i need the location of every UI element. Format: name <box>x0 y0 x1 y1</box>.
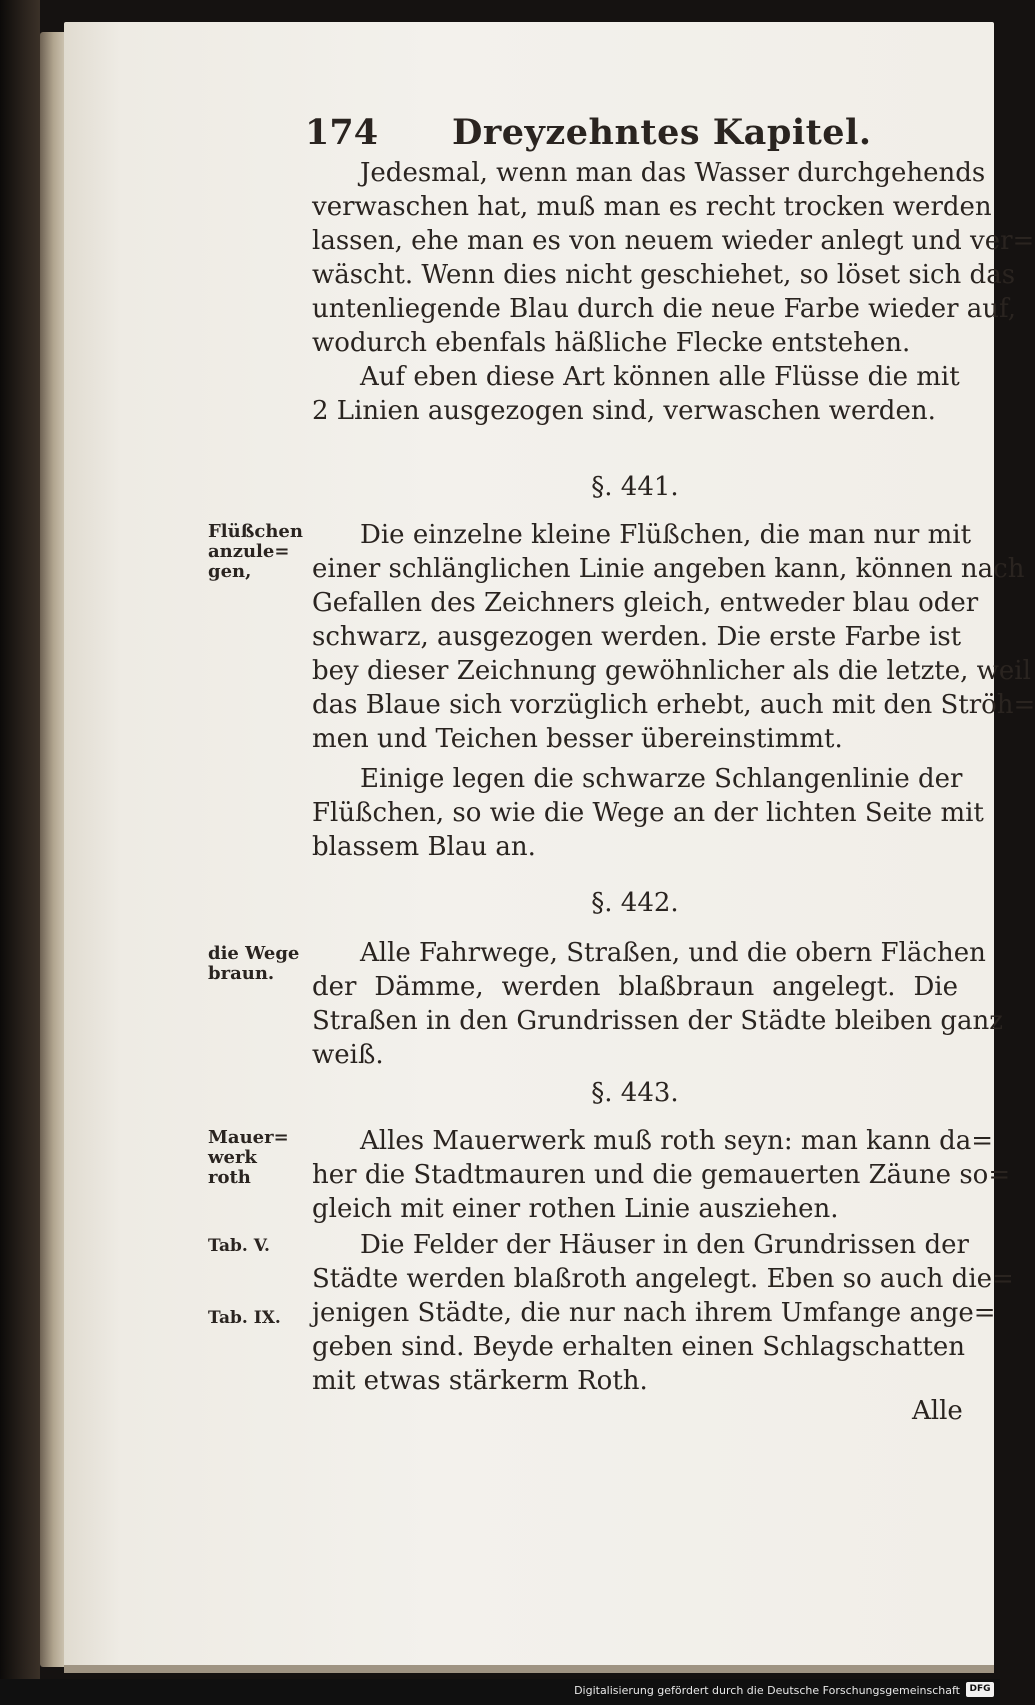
text-line: Gefallen des Zeichners gleich, entweder blau oder <box>312 588 979 618</box>
text-line: her die Stadtmauren und die gemauerten Zäune so= <box>312 1160 1011 1190</box>
text-line: 2 Linien ausgezogen sind, verwaschen werden. <box>312 396 936 426</box>
text-line: das Blaue sich vorzüglich erhebt, auch mit den Ströh= <box>312 690 1035 720</box>
text-line: wäscht. Wenn dies nicht geschiehet, so löset sich das <box>312 260 1016 290</box>
margin-note <box>208 522 303 582</box>
text-line: der Dämme, werden blaßbraun angelegt. Die <box>312 972 958 1002</box>
margin-note-line: die Wege <box>208 943 300 964</box>
catchword: Alle <box>912 1396 963 1426</box>
page-bottom-edge <box>64 1665 994 1673</box>
text-line: einer schlänglichen Linie angeben kann, können nach <box>312 554 1025 584</box>
margin-note <box>208 1128 303 1188</box>
text-line: untenliegende Blau durch die neue Farbe wieder auf, <box>312 294 1017 324</box>
text-line: geben sind. Beyde erhalten einen Schlagschatten <box>312 1332 965 1362</box>
margin-note-line: anzule= <box>208 541 290 562</box>
text-line: blassem Blau an. <box>312 832 536 862</box>
text-line: Städte werden blaßroth angelegt. Eben so auch die= <box>312 1264 1014 1294</box>
text-line: Flüßchen, so wie die Wege an der lichten Seite mit <box>312 798 984 828</box>
text-line: mit etwas stärkerm Roth. <box>312 1366 648 1396</box>
text-line: schwarz, ausgezogen werden. Die erste Farbe ist <box>312 622 962 652</box>
text-line: jenigen Städte, die nur nach ihrem Umfange ange= <box>312 1298 996 1328</box>
margin-note <box>208 944 303 984</box>
text-line: Alle Fahrwege, Straßen, und die obern Flächen <box>360 938 986 968</box>
chapter-title: Dreyzehntes Kapitel. <box>452 112 872 153</box>
text-line: lassen, ehe man es von neuem wieder anlegt und ver= <box>312 226 1035 256</box>
margin-table-reference: Tab. V. <box>208 1236 270 1256</box>
text-line: gleich mit einer rothen Linie ausziehen. <box>312 1194 839 1224</box>
text-line: Straßen in den Grundrissen der Städte bleiben ganz <box>312 1006 1003 1036</box>
section-heading: §. 441. <box>591 472 679 502</box>
text-line: verwaschen hat, muß man es recht trocken werden <box>312 192 992 222</box>
margin-table-reference: Tab. IX. <box>208 1308 281 1328</box>
section-heading: §. 442. <box>591 888 679 918</box>
text-line: Auf eben diese Art können alle Flüsse die mit <box>360 362 960 392</box>
digitization-credit: Digitalisierung gefördert durch die Deutsche Forschungsgemeinschaft <box>574 1684 960 1697</box>
dfg-logo: DFG <box>966 1682 994 1697</box>
text-line: Die Felder der Häuser in den Grundrissen der <box>360 1230 969 1260</box>
text-line: Alles Mauerwerk muß roth seyn: man kann da= <box>360 1126 994 1156</box>
margin-note-line: gen, <box>208 561 252 582</box>
text-line: weiß. <box>312 1040 384 1070</box>
text-line: wodurch ebenfals häßliche Flecke entstehen. <box>312 328 911 358</box>
text-line: Jedesmal, wenn man das Wasser durchgehends <box>360 158 986 188</box>
text-line: men und Teichen besser übereinstimmt. <box>312 724 843 754</box>
margin-note-line: Mauer= <box>208 1127 289 1148</box>
text-line: Die einzelne kleine Flüßchen, die man nur mit <box>360 520 972 550</box>
text-line: Einige legen die schwarze Schlangenlinie der <box>360 764 963 794</box>
margin-note-line: werk roth <box>208 1147 257 1188</box>
margin-note-line: braun. <box>208 963 275 984</box>
book-spine <box>0 0 40 1705</box>
page-number: 174 <box>305 112 379 153</box>
section-heading: §. 443. <box>591 1078 679 1108</box>
margin-note-line: Flüßchen <box>208 521 303 542</box>
text-line: bey dieser Zeichnung gewöhnlicher als die letzte, weil <box>312 656 1031 686</box>
